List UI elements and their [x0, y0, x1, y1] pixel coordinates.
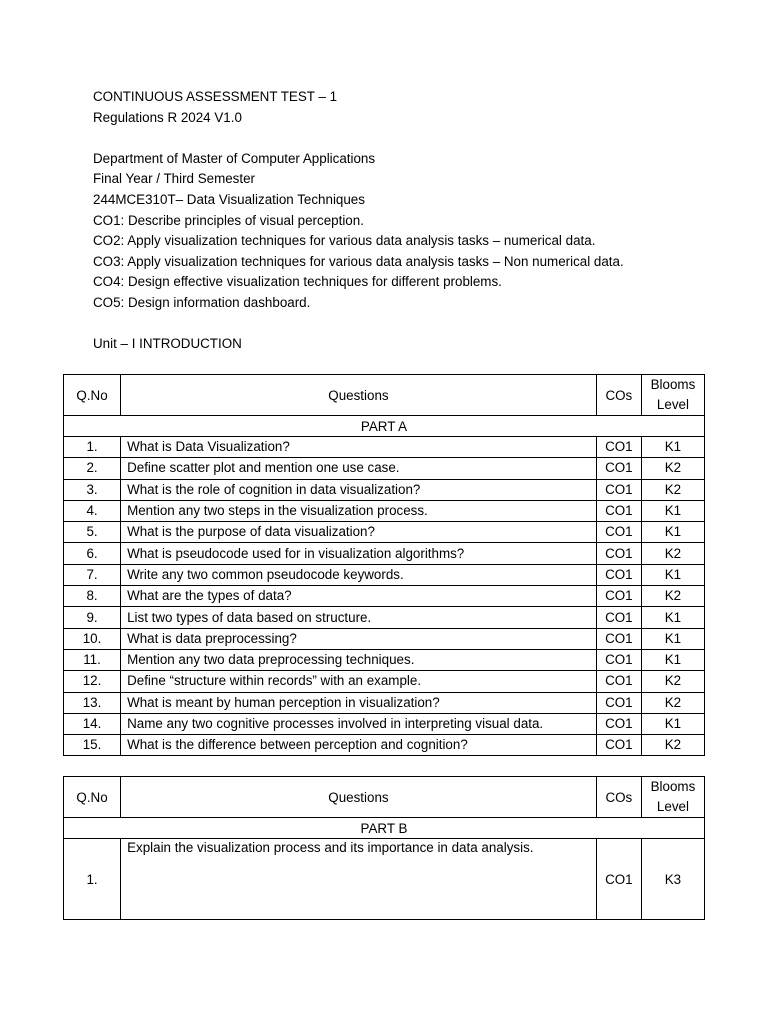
cos-header: COs — [596, 375, 641, 416]
document-header — [93, 87, 624, 355]
questions-header: Questions — [121, 777, 597, 818]
course-outcome: CO1 — [596, 713, 641, 734]
table-row — [64, 649, 705, 670]
course-outcome: CO1 — [596, 543, 641, 564]
question-text: What is pseudocode used for in visualization algorithms? — [121, 543, 597, 564]
course-outcome-3: CO3: Apply visualization techniques for various data analysis tasks – Non numerical data. — [93, 253, 624, 269]
course-outcome: CO1 — [596, 437, 641, 458]
question-number: 6. — [64, 543, 121, 564]
course-outcome: CO1 — [596, 458, 641, 479]
blooms-header-line1: Blooms — [650, 377, 696, 392]
course-outcome-4: CO4: Design effective visualization techniques for different problems. — [93, 274, 502, 290]
table-row — [64, 735, 705, 756]
question-number: 14. — [64, 713, 121, 734]
department: Department of Master of Computer Applications — [93, 150, 376, 166]
question-text: What is meant by human perception in visualization? — [121, 692, 597, 713]
blooms-level: K2 — [641, 671, 704, 692]
question-text: What is Data Visualization? — [121, 437, 597, 458]
question-number: 8. — [64, 586, 121, 607]
cos-header: COs — [596, 777, 641, 818]
course-outcome: CO1 — [596, 479, 641, 500]
course-outcome: CO1 — [596, 607, 641, 628]
course-outcome: CO1 — [596, 692, 641, 713]
question-number: 4. — [64, 500, 121, 521]
course-outcome: CO1 — [596, 735, 641, 756]
part-b-table — [63, 776, 705, 920]
question-text: Name any two cognitive processes involved in interpreting visual data. — [121, 713, 597, 734]
qno-header: Q.No — [64, 375, 121, 416]
year-semester: Final Year / Third Semester — [93, 171, 256, 187]
course-outcome: CO1 — [596, 839, 641, 920]
blooms-header — [641, 777, 704, 818]
blooms-header-line1: Blooms — [650, 779, 696, 794]
part-b-label: PART B — [64, 818, 705, 839]
table-header-row — [64, 375, 705, 416]
course-outcome-5: CO5: Design information dashboard. — [93, 294, 311, 310]
question-number: 2. — [64, 458, 121, 479]
blooms-level: K1 — [641, 649, 704, 670]
question-number: 13. — [64, 692, 121, 713]
blooms-level: K2 — [641, 586, 704, 607]
course-outcome: CO1 — [596, 522, 641, 543]
question-number: 1. — [64, 437, 121, 458]
course-outcome: CO1 — [596, 564, 641, 585]
course-outcome: CO1 — [596, 500, 641, 521]
table-row — [64, 692, 705, 713]
test-title: CONTINUOUS ASSESSMENT TEST – 1 — [93, 89, 338, 104]
table-header-row — [64, 777, 705, 818]
course-outcome: CO1 — [596, 628, 641, 649]
table-row — [64, 607, 705, 628]
questions-header: Questions — [121, 375, 597, 416]
table-row — [64, 479, 705, 500]
blooms-header — [641, 375, 704, 416]
question-number: 12. — [64, 671, 121, 692]
table-row — [64, 522, 705, 543]
question-text: What are the types of data? — [121, 586, 597, 607]
question-text: Mention any two data preprocessing techniques. — [121, 649, 597, 670]
qno-header: Q.No — [64, 777, 121, 818]
table-row — [64, 500, 705, 521]
table-row — [64, 713, 705, 734]
question-number: 9. — [64, 607, 121, 628]
blooms-header-line2: Level — [656, 799, 689, 814]
part-a-label: PART A — [64, 416, 705, 437]
blooms-level: K2 — [641, 692, 704, 713]
question-number: 7. — [64, 564, 121, 585]
blooms-level: K1 — [641, 437, 704, 458]
question-text: What is the role of cognition in data visualization? — [121, 479, 597, 500]
question-number: 1. — [64, 839, 121, 920]
table-row — [64, 628, 705, 649]
course-outcome-1: CO1: Describe principles of visual perception. — [93, 212, 364, 228]
question-text: Define “structure within records” with an example. — [121, 671, 597, 692]
blooms-level: K2 — [641, 543, 704, 564]
question-text: Mention any two steps in the visualization process. — [121, 500, 597, 521]
question-text: Write any two common pseudocode keywords. — [121, 564, 597, 585]
question-text: What is the purpose of data visualization? — [121, 522, 597, 543]
table-row — [64, 564, 705, 585]
question-text: Explain the visualization process and its importance in data analysis. — [121, 839, 597, 920]
blooms-level: K1 — [641, 713, 704, 734]
blooms-level: K1 — [641, 522, 704, 543]
table-row — [64, 671, 705, 692]
question-number: 5. — [64, 522, 121, 543]
table-row — [64, 458, 705, 479]
course-title: 244MCE310T– Data Visualization Techniques — [93, 191, 365, 207]
course-outcome: CO1 — [596, 671, 641, 692]
blooms-level: K1 — [641, 500, 704, 521]
question-number: 11. — [64, 649, 121, 670]
question-text: List two types of data based on structure. — [121, 607, 597, 628]
question-number: 15. — [64, 735, 121, 756]
blooms-level: K1 — [641, 564, 704, 585]
table-row — [64, 437, 705, 458]
question-text: Define scatter plot and mention one use case. — [121, 458, 597, 479]
blooms-level: K2 — [641, 479, 704, 500]
table-row — [64, 839, 705, 920]
blooms-level: K3 — [641, 839, 704, 920]
table-row — [64, 543, 705, 564]
course-outcome-2: CO2: Apply visualization techniques for various data analysis tasks – numerical data. — [93, 233, 596, 249]
blooms-level: K2 — [641, 735, 704, 756]
blooms-level: K1 — [641, 607, 704, 628]
blooms-level: K1 — [641, 628, 704, 649]
course-outcome: CO1 — [596, 586, 641, 607]
question-text: What is data preprocessing? — [121, 628, 597, 649]
unit-title: Unit – I INTRODUCTION — [93, 336, 242, 352]
blooms-header-line2: Level — [656, 397, 689, 412]
question-number: 10. — [64, 628, 121, 649]
regulations: Regulations R 2024 V1.0 — [93, 109, 242, 125]
blooms-level: K2 — [641, 458, 704, 479]
question-text: What is the difference between perception and cognition? — [121, 735, 597, 756]
course-outcome: CO1 — [596, 649, 641, 670]
part-a-table — [63, 374, 705, 756]
question-number: 3. — [64, 479, 121, 500]
table-row — [64, 586, 705, 607]
